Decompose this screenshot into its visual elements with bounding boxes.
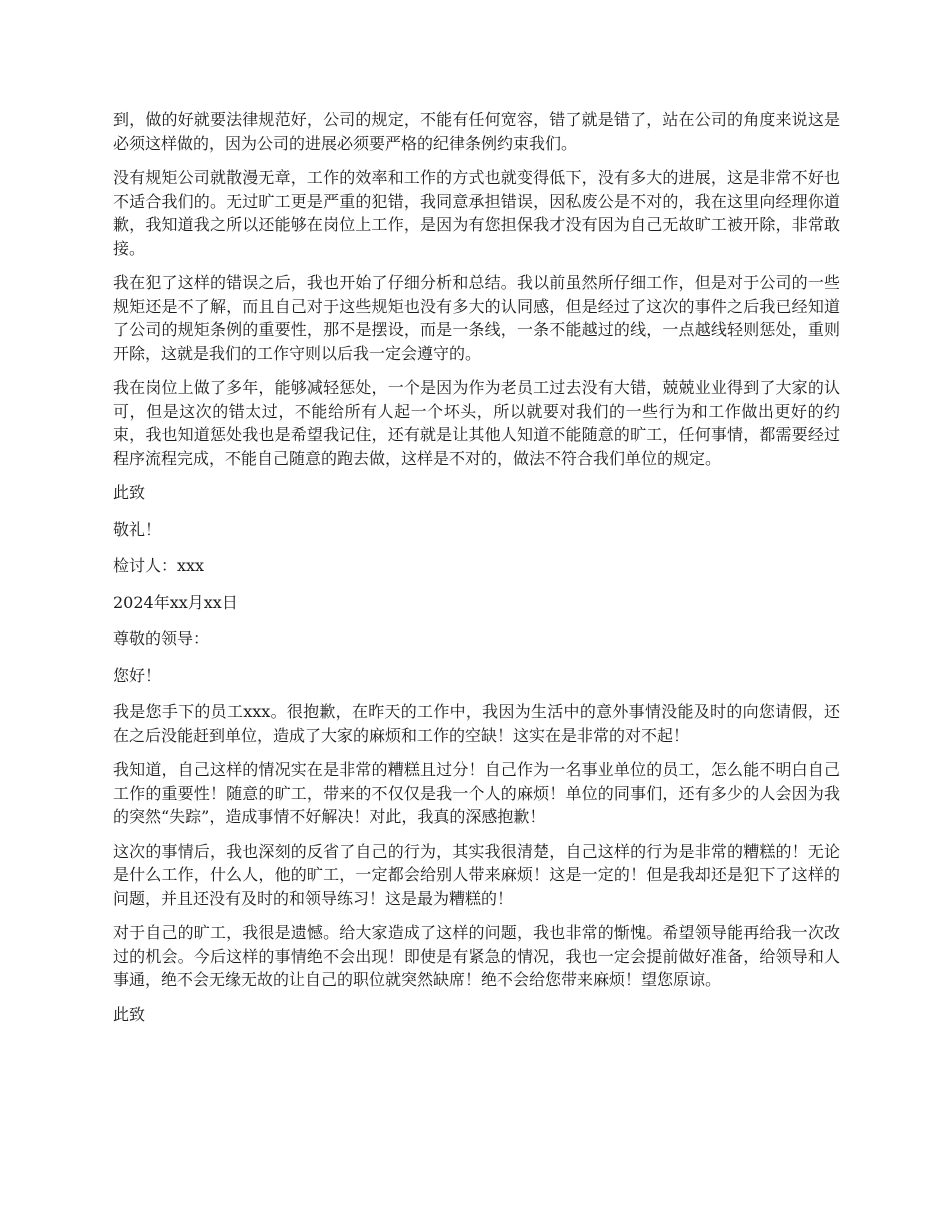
paragraph-acknowledgement: 我知道，自己这样的情况实在是非常的糟糕且过分！自己作为一名事业单位的员工，怎么能不明白自己工作的重要性！随意的旷工，带来的不仅仅是我一个人的麻烦！单位的同事们，还有多少的人会因为我的突然“失踪”，造成事情不好解决！对此，我真的深感抱歉！ <box>113 760 840 826</box>
paragraph-reflection: 这次的事情后，我也深刻的反省了自己的行为，其实我很清楚，自己这样的行为是非常的糟糕的！无论是什么工作，什么人，他的旷工，一定都会给别人带来麻烦！这是一定的！但是我却还是犯下了这样的问题，并且还没有及时的和领导练习！这是最为糟糕的！ <box>113 841 840 908</box>
greeting-addressee: 尊敬的领导： <box>113 629 210 648</box>
closing-salutation-2: 此致 <box>113 1004 146 1024</box>
paragraph-rules: 没有规矩公司就散漫无章，工作的效率和工作的方式也就变得低下，没有多大的进展，这是非常不好也不适合我们的。无过旷工更是严重的犯错，我同意承担错误，因私废公是不对的，我在这里向经理你道歉，我知道我之所以还能够在岗位上工作，是因为有您担保我才没有因为自己无故旷工被开除，非常敢接。 <box>113 168 840 258</box>
signatory: 检讨人：xxx <box>113 556 205 575</box>
date-line: 2024年xx月xx日 <box>113 592 238 612</box>
closing-regards: 敬礼！ <box>113 519 162 539</box>
paragraph-promise: 对于自己的旷工，我很是遗憾。给大家造成了这样的问题，我也非常的惭愧。希望领导能再给我一次改过的机会。今后这样的事情绝不会出现！即使是有紧急的情况，我也一定会提前做好准备，给领导和人事通，绝不会无缘无故的让自己的职位就突然缺席！绝不会给您带来麻烦！望您原谅。 <box>113 923 840 989</box>
paragraph-discipline: 到，做的好就要法律规范好，公司的规定，不能有任何宽容，错了就是错了，站在公司的角度来说这是必须这样做的，因为公司的进展必须要严格的纪律条例约束我们。 <box>113 110 840 153</box>
closing-salutation: 此致 <box>113 483 146 502</box>
paragraph-analysis: 我在犯了这样的错误之后，我也开始了仔细分析和总结。我以前虽然所仔细工作，但是对于公司的一些规矩还是不了解，而且自己对于这些规矩也没有多大的认同感，但是经过了这次的事件之后我已经知道了公司的规矩条例的重要性，那不是摆设，而是一条线，一条不能越过的线，一点越线轻则惩处，重则开除，这就是我们的工作守则以后我一定会遵守的。 <box>113 273 840 363</box>
greeting-hello: 您好！ <box>113 665 162 685</box>
document-body <box>113 108 840 1039</box>
paragraph-reduced-penalty: 我在岗位上做了多年，能够减轻惩处，一个是因为作为老员工过去没有大错，兢兢业业得到了大家的认可，但是这次的错太过，不能给所有人起一个坏头，所以就要对我们的一些行为和工作做出更好的约束，我也知道惩处我也是希望我记住，还有就是让其他人知道不能随意的旷工，任何事情，都需要经过程序流程完成，不能自己随意的跑去做，这样是不对的，做法不符合我们单位的规定。 <box>113 378 840 468</box>
paragraph-apology: 我是您手下的员工xxx。很抱歉，在昨天的工作中，我因为生活中的意外事情没能及时的向您请假，还在之后没能赶到单位，造成了大家的麻烦和工作的空缺！这实在是非常的对不起！ <box>113 702 840 745</box>
